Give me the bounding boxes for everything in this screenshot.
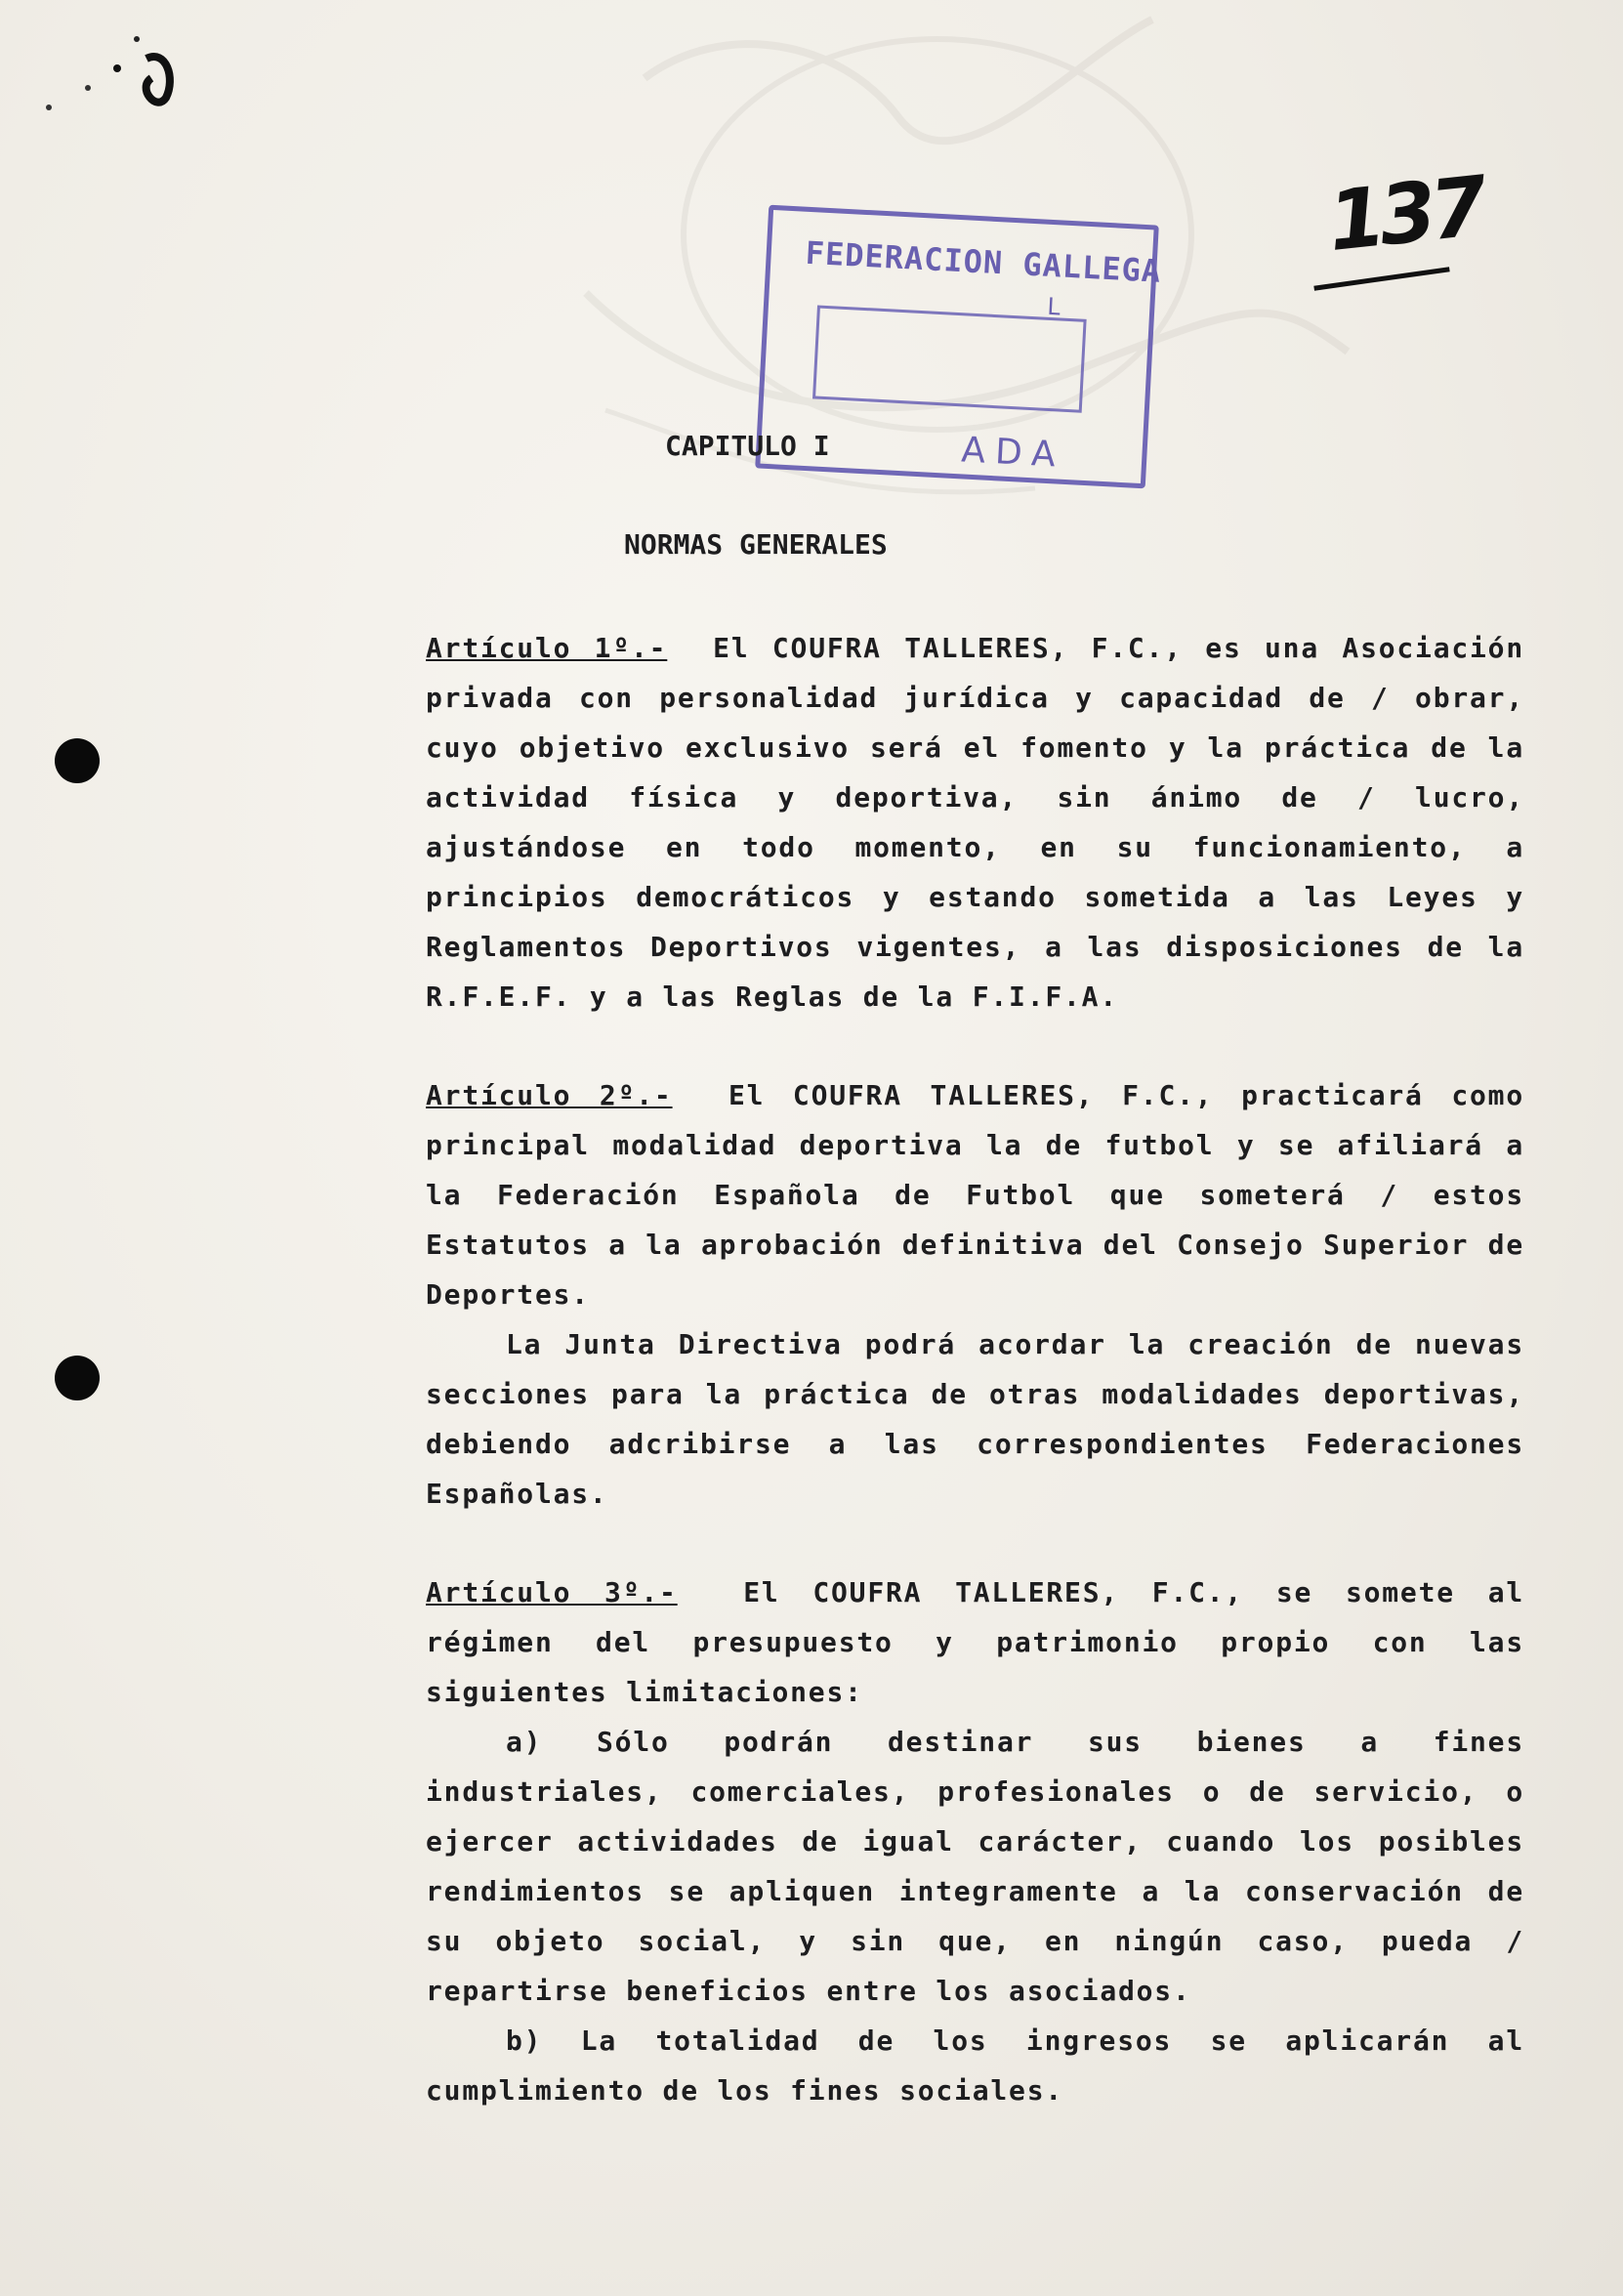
article-2-label: Artículo 2º.-: [426, 1079, 673, 1111]
stamp-bottom-text: ADA: [960, 430, 1066, 476]
stamp-title: FEDERACION GALLEGA: [804, 233, 1163, 290]
article-2: [426, 1070, 1524, 1519]
chapter-subtitle: NORMAS GENERALES: [624, 528, 888, 561]
stamp-mark: L: [1046, 292, 1062, 321]
article-1: [426, 623, 1524, 1022]
article-1-text: El COUFRA TALLERES, F.C., es una Asociación privada con personalidad jurídica y capacidad de / obrar, cuyo objetivo exclusivo será el fomento y la práctica de la actividad física y deportiva, sin ánimo de / lucro, ajustándose en todo momento, en su funcionamiento, a principios democráticos y estando sometida a las Leyes y Reglamentos Deportivos vigentes, a las disposiciones de la R.F.E.F. y a las Reglas de la F.I.F.A.: [426, 632, 1524, 1013]
article-3-item-b: b) La totalidad de los ingresos se aplicarán al cumplimiento de los fines sociales.: [426, 2025, 1524, 2107]
punch-hole-top: [55, 738, 100, 783]
article-3-label: Artículo 3º.-: [426, 1576, 678, 1608]
punch-hole-bottom: [55, 1356, 100, 1400]
page-number: 137: [1323, 158, 1487, 270]
article-2-text: El COUFRA TALLERES, F.C., practicará como principal modalidad deportiva la de futbol y se afiliará a la Federación Española de Futbol que someterá / estos Estatutos a la aprobación definitiva del Consejo Superior de Deportes.: [426, 1079, 1524, 1311]
ink-smudge: [29, 20, 195, 146]
document-body: [426, 623, 1524, 2164]
article-1-label: Artículo 1º.-: [426, 632, 668, 664]
article-2-paragraph-2: La Junta Directiva podrá acordar la creación de nuevas secciones para la práctica de otras modalidades deportivas, debiendo adcribirse a las correspondientes Federaciones Españolas.: [426, 1328, 1524, 1510]
article-3-item-a: a) Sólo podrán destinar sus bienes a fines industriales, comerciales, profesionales o de servicio, o ejercer actividades de igual carácter, cuando los posibles rendimientos se apliquen integramente a la conservación de su objeto social, y sin que, en ningún caso, pueda / repartirse beneficios entre los asociados.: [426, 1726, 1524, 2007]
article-3: [426, 1567, 1524, 2115]
chapter-title: CAPITULO I: [665, 430, 830, 462]
stamp-inner-box: [812, 305, 1087, 412]
article-3-text: El COUFRA TALLERES, F.C., se somete al régimen del presupuesto y patrimonio propio con las siguientes limitaciones:: [426, 1576, 1525, 1708]
